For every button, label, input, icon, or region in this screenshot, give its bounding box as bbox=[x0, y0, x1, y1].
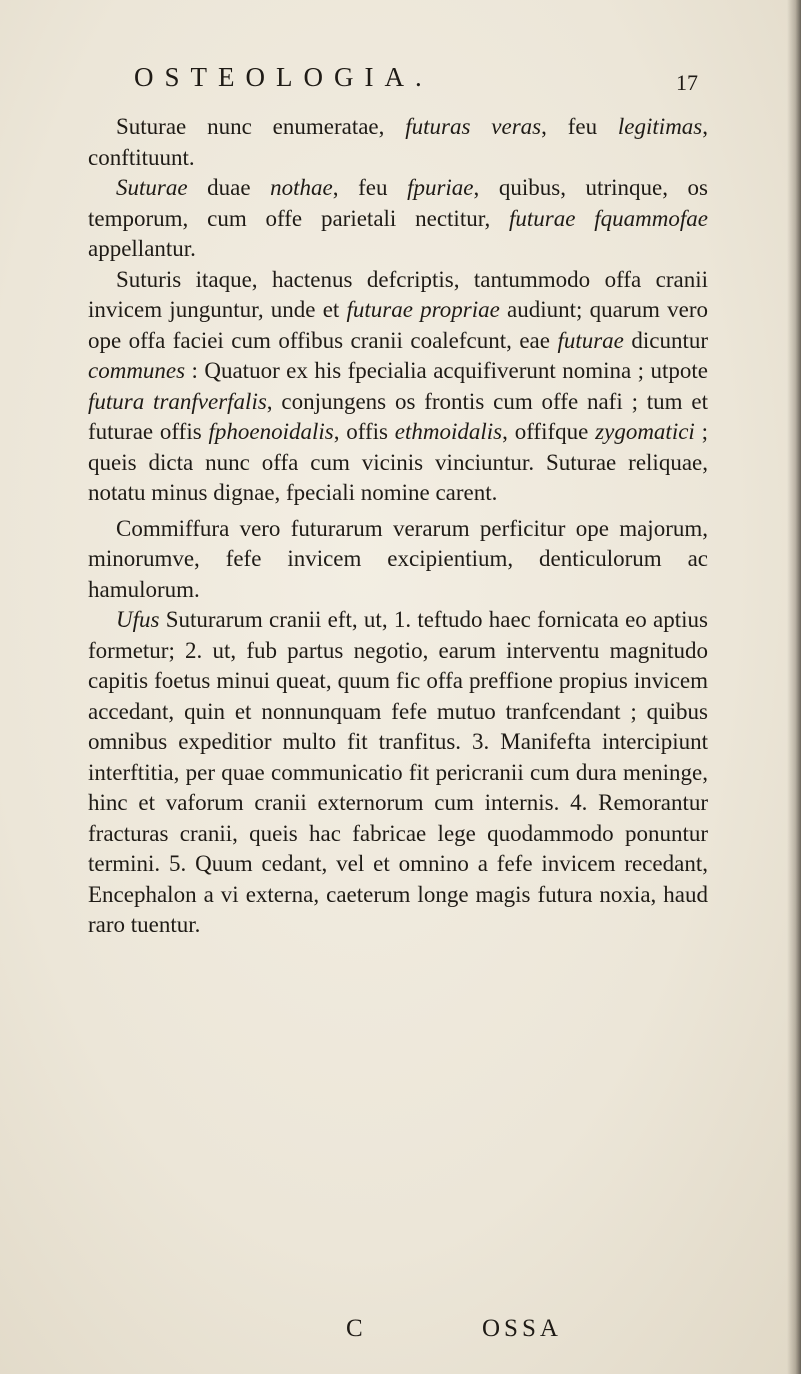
catchword: OSSA bbox=[482, 1315, 562, 1342]
italic-term: Suturae bbox=[116, 175, 188, 200]
text-run: audiunt; quarum vero ope offa faciei cum offibus cranii coalefcunt, eae bbox=[88, 297, 708, 353]
body-text bbox=[88, 112, 708, 941]
page-footer bbox=[346, 1315, 666, 1347]
paragraph bbox=[88, 265, 708, 509]
text-run: , offis bbox=[333, 419, 395, 444]
text-run: , conftituunt. bbox=[88, 114, 709, 170]
text-run: Commiffura vero futurarum verarum perficitur ope majorum, minorumve, fefe invicem excipientium, denticulorum ac hamulorum. bbox=[88, 515, 708, 602]
text-run: Suturarum cranii eft, ut, 1. teftudo haec fornicata eo aptius formetur; 2. ut, fub partus negotio, earum interventu magnitudo capitis foetus minui queat, quum fic offa preffione propius invicem accedant, quin et nonnunquam fefe mutuo tranfcendant ; quibus omnibus expeditior multo fit tranfitus. 3. Manifefta intercipiunt interftitia, per quae communicatio fit pericranii cum dura meninge, hinc et vaforum cranii externorum cum internis. 4. Remorantur fracturas cranii, queis hac fabricae lege quodammodo ponuntur termini. 5. Quum cedant, vel et omnino a fefe invicem recedant, Encephalon a vi externa, caeterum longe magis futura noxia, haud raro tuentur. bbox=[88, 607, 708, 937]
text-run: , conjungens os frontis cum offe nafi ; tum et futurae offis bbox=[88, 388, 708, 444]
italic-term: Ufus bbox=[116, 607, 160, 632]
paragraph bbox=[88, 112, 708, 173]
text-run: , feu bbox=[332, 175, 408, 200]
page-edge-shadow bbox=[787, 0, 801, 1374]
text-run: : Quatuor ex his fpecialia acquifiverunt nomina ; utpote bbox=[185, 358, 708, 383]
signature-mark: C bbox=[346, 1315, 363, 1342]
text-run: , feu bbox=[541, 114, 618, 139]
text-run: , offifque bbox=[502, 419, 596, 444]
italic-term: fpuriae bbox=[407, 175, 474, 200]
italic-term: futuras veras bbox=[405, 114, 542, 139]
text-run: , quibus, utrinque, os temporum, cum offe parietali nectitur, bbox=[88, 175, 708, 231]
text-run: Suturis itaque, hactenus defcriptis, tantummodo offa cranii invicem junguntur, unde et bbox=[88, 266, 708, 322]
italic-term: communes bbox=[88, 358, 186, 383]
text-run: dicuntur bbox=[623, 327, 709, 353]
text-run: Suturae nunc enumeratae, bbox=[116, 114, 406, 139]
text-run: duae bbox=[187, 175, 271, 200]
italic-term: zygomatici bbox=[595, 419, 695, 444]
paragraph bbox=[88, 173, 708, 265]
italic-term: ethmoidalis bbox=[394, 419, 503, 444]
page-header bbox=[134, 62, 698, 102]
italic-term: nothae bbox=[270, 175, 333, 200]
paragraph bbox=[88, 514, 708, 606]
text-run: ; queis dicta nunc offa cum vicinis vinciuntur. Suturae reliquae, notatu minus dignae, fpeciali nomine carent. bbox=[88, 419, 708, 505]
italic-term: legitimas bbox=[617, 114, 703, 139]
italic-term: futura tranfverfalis bbox=[88, 388, 267, 414]
page-number: 17 bbox=[676, 70, 698, 95]
italic-term: futurae propriae bbox=[346, 297, 500, 322]
italic-term: fphoenoidalis bbox=[208, 419, 334, 444]
italic-term: futurae fquammofae bbox=[509, 205, 708, 231]
text-run: appellantur. bbox=[88, 236, 196, 261]
paragraph bbox=[88, 605, 708, 941]
italic-term: futurae bbox=[557, 327, 624, 353]
running-head: OSTEOLOGIA. bbox=[134, 62, 433, 92]
